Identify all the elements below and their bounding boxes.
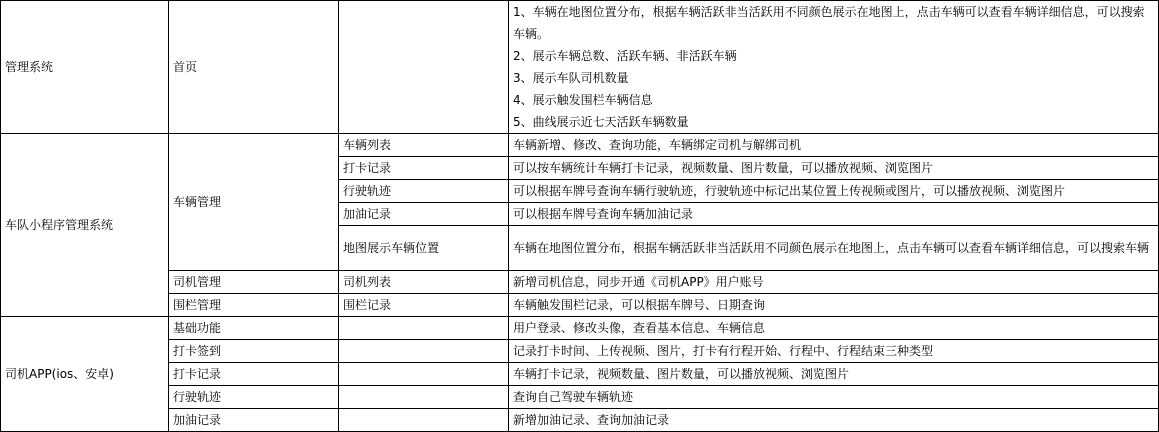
module-cell: 首页 — [169, 1, 339, 134]
description-cell: 车辆在地图位置分布，根据车辆活跃非当活跃用不同颜色展示在地图上，点击车辆可以查看车辆详细信息，可以搜索车辆 — [509, 226, 1159, 271]
module-cell: 围栏管理 — [169, 294, 339, 317]
feature-cell: 司机列表 — [339, 271, 509, 294]
feature-cell: 围栏记录 — [339, 294, 509, 317]
feature-cell: 行驶轨迹 — [339, 180, 509, 203]
feature-cell — [339, 1, 509, 134]
feature-cell — [339, 317, 509, 340]
module-cell: 加油记录 — [169, 409, 339, 432]
description-cell: 车辆新增、修改、查询功能，车辆绑定司机与解绑司机 — [509, 134, 1159, 157]
system-cell: 车队小程序管理系统 — [1, 134, 169, 317]
table-row — [1, 294, 1159, 317]
description-cell: 车辆触发围栏记录，可以根据车牌号、日期查询 — [509, 294, 1159, 317]
description-cell: 记录打卡时间、上传视频、图片，打卡有行程开始、行程中、行程结束三种类型 — [509, 340, 1159, 363]
module-cell: 打卡签到 — [169, 340, 339, 363]
description-line: 3、展示车队司机数量 — [513, 71, 629, 85]
feature-cell — [339, 340, 509, 363]
feature-cell: 加油记录 — [339, 203, 509, 226]
description-cell: 车辆打卡记录，视频数量、图片数量，可以播放视频、浏览图片 — [509, 363, 1159, 386]
feature-cell: 车辆列表 — [339, 134, 509, 157]
description-cell: 新增加油记录、查询加油记录 — [509, 409, 1159, 432]
description-cell: 用户登录、修改头像，查看基本信息、车辆信息 — [509, 317, 1159, 340]
description-cell — [509, 1, 1159, 134]
table-row — [1, 340, 1159, 363]
module-cell: 行驶轨迹 — [169, 386, 339, 409]
feature-cell — [339, 363, 509, 386]
module-cell: 基础功能 — [169, 317, 339, 340]
table-row — [1, 386, 1159, 409]
table-row — [1, 317, 1159, 340]
table-row — [1, 271, 1159, 294]
description-cell: 可以根据车牌号查询车辆行驶轨迹，行驶轨迹中标记出某位置上传视频或图片，可以播放视频、浏览图片 — [509, 180, 1159, 203]
description-cell: 可以根据车牌号查询车辆加油记录 — [509, 203, 1159, 226]
feature-cell: 打卡记录 — [339, 157, 509, 180]
description-cell: 查询自己驾驶车辆轨迹 — [509, 386, 1159, 409]
feature-cell — [339, 409, 509, 432]
table-row — [1, 409, 1159, 432]
description-line: 4、展示触发围栏车辆信息 — [513, 93, 653, 107]
description-cell: 新增司机信息，同步开通《司机APP》用户账号 — [509, 271, 1159, 294]
system-cell: 司机APP(ios、安卓) — [1, 317, 169, 432]
module-cell: 打卡记录 — [169, 363, 339, 386]
system-cell: 管理系统 — [1, 1, 169, 134]
feature-cell — [339, 386, 509, 409]
table-row — [1, 134, 1159, 157]
table-row — [1, 1, 1159, 134]
module-cell: 车辆管理 — [169, 134, 339, 271]
description-line: 1、车辆在地图位置分布，根据车辆活跃非当活跃用不同颜色展示在地图上，点击车辆可以查看车辆详细信息，可以搜索车辆。 — [513, 5, 1145, 41]
table-row — [1, 363, 1159, 386]
description-line: 5、曲线展示近七天活跃车辆数量 — [513, 115, 689, 129]
description-cell: 可以按车辆统计车辆打卡记录，视频数量、图片数量，可以播放视频、浏览图片 — [509, 157, 1159, 180]
module-cell: 司机管理 — [169, 271, 339, 294]
description-line: 2、展示车辆总数、活跃车辆、非活跃车辆 — [513, 49, 737, 63]
feature-cell: 地图展示车辆位置 — [339, 226, 509, 271]
